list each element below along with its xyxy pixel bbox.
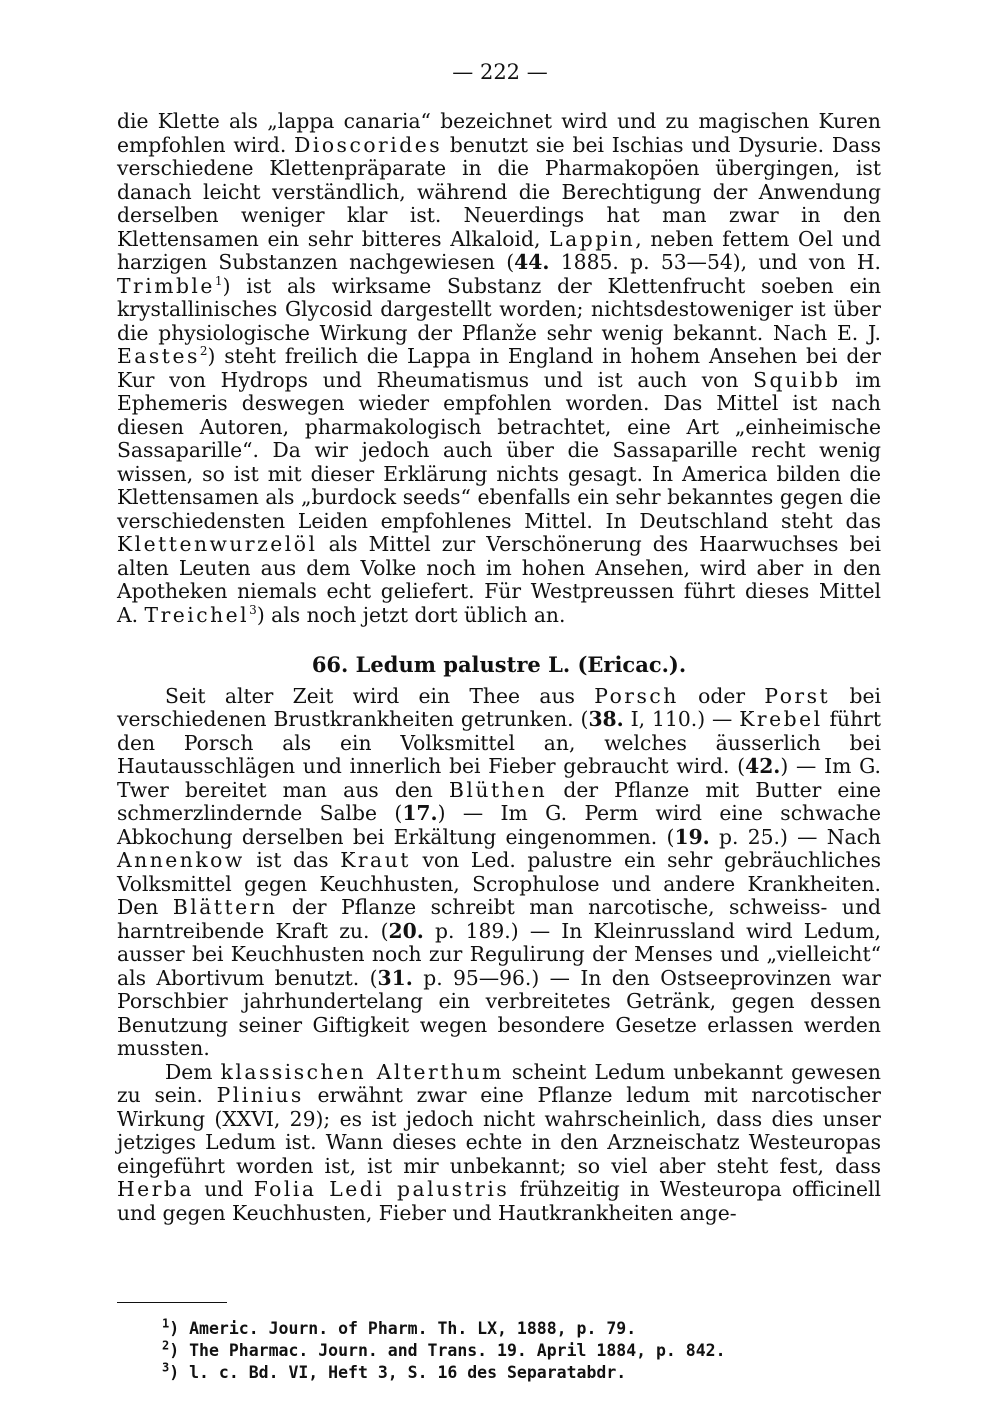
body-text <box>117 110 881 1225</box>
footnotes <box>162 1318 882 1384</box>
footnote-3: $^3$) l. c. Bd. VI, Heft 3, S. 16 des Separatabdr. <box>162 1360 627 1382</box>
paragraph-klette: die Klette als „lappa canaria“ bezeichnet wird und zu magischen Kuren empfohlen wird. Dioscorides benutzt sie bei Ischias und Dysurie. Dass verschiedene Klettenpräparate in die Pharmakopöen übergingen, ist danach leicht verständlich, während die Berechtigung der Anwendung derselben weniger klar ist. Neuerdings hat man zwar in den Klettensamen ein sehr bitteres Alkaloid, Lappin, neben fettem Oel und harzigen Substanzen nachgewiesen (44. 1885. p. 53—54), und von H. Trimble$^1$) ist als wirksame Substanz der Klettenfrucht soeben ein krystallinisches Glycosid dargestellt worden; nichtsdestoweniger ist über die physiologische Wirkung der Pflanže sehr wenig bekannt. Nach E. J. Eastes$^2$) steht freilich die Lappa in England in hohem Ansehen bei der Kur von Hydrops und Rheumatismus und ist auch von Squibb im Ephemeris deswegen wieder empfohlen worden. Das Mittel ist nach diesen Autoren, pharmakologisch betrachtet, eine Art „einheimische Sassaparille“. Da wir jedoch auch über die Sassaparille recht wenig wissen, so ist mit dieser Erklärung nichts gesagt. In America bilden die Klettensamen als „burdock seeds“ ebenfalls ein sehr bekanntes gegen die verschiedensten Leiden empfohlenes Mittel. In Deutschland steht das Klettenwurzelöl als Mittel zur Verschönerung des Haarwuchses bei alten Leuten aus dem Volke noch im hohen Ansehen, wird aber in den Apotheken niemals echt geliefert. Für Westpreussen führt dieses Mittel A. Treichel$^3$) als noch jetzt dort üblich an. <box>117 109 881 627</box>
paragraph-porsch: Seit alter Zeit wird ein Thee aus Porsch oder Porst bei verschiedenen Brustkrankheiten getrunken. (38. I, 110.) — Krebel führt den Porsch als ein Volksmittel an, welches äusserlich bei Hautausschlägen und innerlich bei Fieber gebraucht wird. (42.) — Im G. Twer bereitet man aus den Blüthen der Pflanze mit Butter eine schmerzlindernde Salbe (17.) — Im G. Perm wird eine schwache Abkochung derselben bei Erkältung eingenommen. (19. p. 25.) — Nach Annenkow ist das Kraut von Led. palustre ein sehr gebräuchliches Volksmittel gegen Keuchhusten, Scrophulose und andere Krankheiten. Den Blättern der Pflanze schreibt man narcotische, schweiss- und harntreibende Kraft zu. (20. p. 189.) — In Kleinrussland wird Ledum, ausser bei Keuchhusten noch zur Regulirung der Menses und „vielleicht“ als Abortivum benutzt. (31. p. 95—96.) — In den Ostseeprovinzen war Porschbier jahrhundertelang ein verbreitetes Getränk, gegen dessen Benutzung seiner Giftigkeit wegen besondere Gesetze erlassen werden mussten. <box>117 683 882 1060</box>
paragraph-alterthum: Dem klassischen Alterthum scheint Ledum unbekannt gewesen zu sein. Plinius erwähnt zwar eine Pflanze ledum mit narcotischer Wirkung (XXVI, 29); es ist jedoch nicht wahrscheinlich, dass dies unser jetziges Ledum ist. Wann dieses echte in den Arzneischatz Westeuropas eingeführt worden ist, ist mir unbekannt; so viel aber steht fest, dass Herba und Folia Ledi palustris frühzeitig in Westeuropa officinell und gegen Keuchhusten, Fieber und Hautkrankheiten ange- <box>117 1059 881 1225</box>
footnote-1: $^1$) Americ. Journ. of Pharm. Th. LX, 1888, p. 79. <box>162 1316 637 1338</box>
footnote-ref: 2 <box>199 344 208 359</box>
footnote-2: $^2$) The Pharmac. Journ. and Trans. 19. April 1884, p. 842. <box>162 1338 726 1360</box>
page-number: — 222 — <box>452 60 548 84</box>
section-heading: 66. Ledum palustre L. (Ericac.). <box>311 652 687 677</box>
footnote-ref: 3 <box>249 602 257 617</box>
footnote-ref: 1 <box>214 273 223 288</box>
footnote-divider <box>117 1302 227 1303</box>
